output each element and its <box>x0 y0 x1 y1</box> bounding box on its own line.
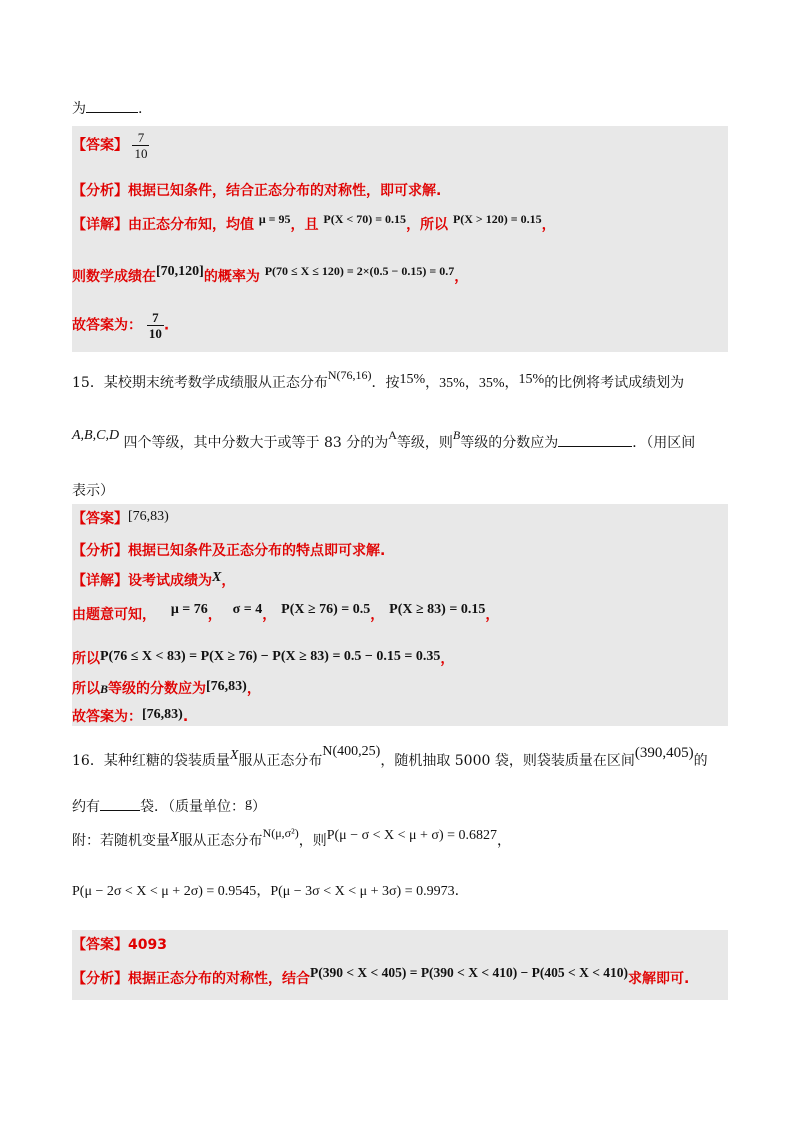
detail-text: ， <box>221 573 236 589</box>
question-text: ，随机抽取 5000 袋，则袋装质量在区间 <box>380 753 635 769</box>
detail-text: ， <box>370 607 385 623</box>
question-text: ．（用区间 <box>632 435 696 451</box>
normal-distribution: N(400,25) <box>322 744 381 759</box>
question-text: 16．某种红糖的袋装质量 <box>72 753 230 769</box>
formula-probability: P(70 ≤ X ≤ 120) = 2×(0.5 − 0.15) = 0.7 <box>264 264 455 278</box>
answer-fraction <box>132 130 149 161</box>
answer-blank <box>100 810 140 811</box>
answer-blank <box>558 446 632 447</box>
detail-text: ， <box>207 607 222 623</box>
formula-p-ge-83: P(X ≥ 83) = 0.15 <box>389 602 486 617</box>
q16-note-line-2 <box>72 880 459 900</box>
answer-blank <box>86 112 138 113</box>
formula-probability: P(76 ≤ X < 83) = P(X ≥ 76) − P(X ≥ 83) = 0.5 − 0.15 = 0.35 <box>100 649 441 664</box>
q14-answer-line <box>72 130 149 161</box>
variable-x <box>212 570 221 585</box>
q14-tail-prefix: 为 <box>72 101 86 117</box>
question-text: 的 <box>693 753 708 769</box>
analysis-text: 求解即可. <box>628 971 690 987</box>
fraction-numerator: 7 <box>152 310 159 325</box>
detail-text: ， <box>246 681 261 697</box>
note-text: 附：若随机变量 <box>72 833 170 849</box>
detail-text: 等级的分数应为 <box>108 681 207 697</box>
q15-detail-line-4 <box>72 678 261 698</box>
detail-text: 由题意可知， <box>72 607 156 623</box>
question-text: 约有 <box>72 799 100 815</box>
percent: 15% <box>399 372 426 387</box>
detail-text: 所以 <box>72 681 100 697</box>
detail-text: ， <box>485 607 500 623</box>
detail-label: 【详解】 <box>72 217 128 233</box>
grade-b <box>100 682 108 696</box>
formula-p-less-70: P(X < 70) = 0.15 <box>323 212 407 226</box>
answer-label: 【答案】 <box>72 137 128 154</box>
detail-text: 由正态分布知，均值 <box>128 217 254 233</box>
question-14-tail <box>72 98 142 118</box>
answer-label: 【答案】 <box>72 937 128 953</box>
final-interval: [76,83) <box>142 707 183 722</box>
question-text: 等级的分数应为 <box>460 435 559 451</box>
formula-mu: μ = 76 <box>170 602 208 617</box>
q16-analysis-line <box>72 965 690 988</box>
detail-text: 设考试成绩为 <box>128 573 212 589</box>
note-text: . <box>454 883 460 899</box>
variable-x-text: X <box>170 830 179 845</box>
q16-answer-line <box>72 934 167 954</box>
q14-detail-line-1 <box>72 214 556 234</box>
question-text: 四个等级，其中分数大于或等于 83 分的为 <box>123 435 389 451</box>
answer-interval: [76,83) <box>128 509 169 524</box>
formula-p-ge-76: P(X ≥ 76) = 0.5 <box>281 602 371 617</box>
answer-label: 【答案】 <box>72 511 128 527</box>
detail-label: 【详解】 <box>72 573 128 589</box>
grade-b-text: B <box>100 682 109 696</box>
analysis-text: 根据正态分布的对称性，结合 <box>128 971 310 987</box>
q15-stem-line-1: 15．某校期末统考数学成绩服从正态分布N(76,16)．按15%，35%，35%，15%的比例将考试成绩划为 <box>72 368 685 391</box>
formula-sigma: σ = 4 <box>232 602 263 617</box>
q14-final-line <box>72 310 169 341</box>
variable-x <box>230 748 239 763</box>
variable-x <box>170 830 179 845</box>
note-text: ， <box>497 833 512 849</box>
normal-distribution: N(76,16) <box>327 368 372 382</box>
final-fraction <box>147 310 164 341</box>
detail-text: ， <box>454 269 469 285</box>
analysis-label: 【分析】 <box>72 183 128 199</box>
question-text: 袋．（质量单位： <box>140 799 245 815</box>
detail-text: 所以 <box>72 651 100 667</box>
grade-b-text: B <box>452 428 461 442</box>
final-answer-text: 故答案为： <box>72 317 142 334</box>
analysis-text: 根据已知条件及正态分布的特点即可求解. <box>128 543 386 559</box>
question-text: 等级，则 <box>396 435 453 451</box>
detail-text: ，所以 <box>406 217 449 233</box>
q16-note-line-1 <box>72 826 512 850</box>
detail-text: ， <box>440 651 455 667</box>
q15-detail-line-1 <box>72 570 235 590</box>
q15-final-line <box>72 706 188 726</box>
question-text: ．按 <box>371 375 400 391</box>
formula-two-sigma: P(μ − 2σ < X < μ + 2σ) = 0.9545 <box>72 884 257 899</box>
q16-stem-line-1 <box>72 744 708 770</box>
formula-one-sigma: P(μ − σ < X < μ + σ) = 0.6827 <box>326 828 498 843</box>
final-answer-text: 故答案为： <box>72 709 142 725</box>
detail-text: 则数学成绩在 <box>72 269 156 285</box>
grade-b <box>453 428 460 442</box>
fraction-denominator: 10 <box>134 146 148 161</box>
q14-analysis-line <box>72 180 441 200</box>
q15-stem-line-2 <box>72 428 696 452</box>
detail-text: ， <box>541 217 556 233</box>
q16-stem-line-2 <box>72 796 266 816</box>
formula-mu: μ = 95 <box>258 212 291 226</box>
q15-stem-line-3 <box>72 480 114 500</box>
detail-text: ， <box>262 607 277 623</box>
q15-analysis-line <box>72 540 385 560</box>
interval: [70,120] <box>156 264 204 279</box>
q15-detail-line-2 <box>72 604 499 624</box>
normal-distribution: N(μ,σ²) <box>262 826 299 840</box>
grade-a: A <box>388 428 397 442</box>
q14-tail-suffix: . <box>138 101 143 117</box>
formula-p-greater-120: P(X > 120) = 0.15 <box>452 212 542 226</box>
question-text: 的比例将考试成绩划为 <box>544 375 685 391</box>
note-text: ， <box>256 883 271 899</box>
fraction-denominator: 10 <box>148 326 162 341</box>
formula-symmetry: P(390 < X < 405) = P(390 < X < 410) − P(405 < X < 410) <box>310 965 629 980</box>
final-dot: . <box>163 317 170 334</box>
final-dot: . <box>182 709 189 725</box>
detail-text: ，且 <box>290 217 319 233</box>
fraction-numerator: 7 <box>137 130 145 145</box>
note-text: 服从正态分布 <box>178 833 263 849</box>
question-text: 15．某校期末统考数学成绩服从正态分布 <box>72 375 328 391</box>
analysis-text: 根据已知条件，结合正态分布的对称性，即可求解. <box>128 183 442 199</box>
question-text: 服从正态分布 <box>238 753 323 769</box>
variable-x-text: X <box>212 570 222 585</box>
grade-levels <box>72 428 119 443</box>
percent: 35% <box>439 376 465 391</box>
percent: 35% <box>478 376 505 391</box>
unit-g: g <box>245 796 252 811</box>
answer-value: 4093 <box>128 937 167 953</box>
interval: (390,405) <box>634 745 694 761</box>
analysis-label: 【分析】 <box>72 543 128 559</box>
grade-levels-text: A,B,C,D <box>72 428 120 443</box>
note-text: ，则 <box>298 833 327 849</box>
question-text: 表示） <box>72 483 114 499</box>
interval: [76,83) <box>206 679 247 694</box>
question-text: ） <box>252 799 266 815</box>
percent: 15% <box>518 372 545 387</box>
q14-detail-line-2 <box>72 266 468 286</box>
q15-answer-line <box>72 508 169 528</box>
analysis-label: 【分析】 <box>72 971 128 987</box>
detail-text: 的概率为 <box>203 269 260 285</box>
q14-solution-block <box>72 126 728 352</box>
variable-x-text: X <box>229 748 239 763</box>
q15-detail-line-3 <box>72 648 454 668</box>
formula-three-sigma: P(μ − 3σ < X < μ + 3σ) = 0.9973 <box>270 884 455 899</box>
